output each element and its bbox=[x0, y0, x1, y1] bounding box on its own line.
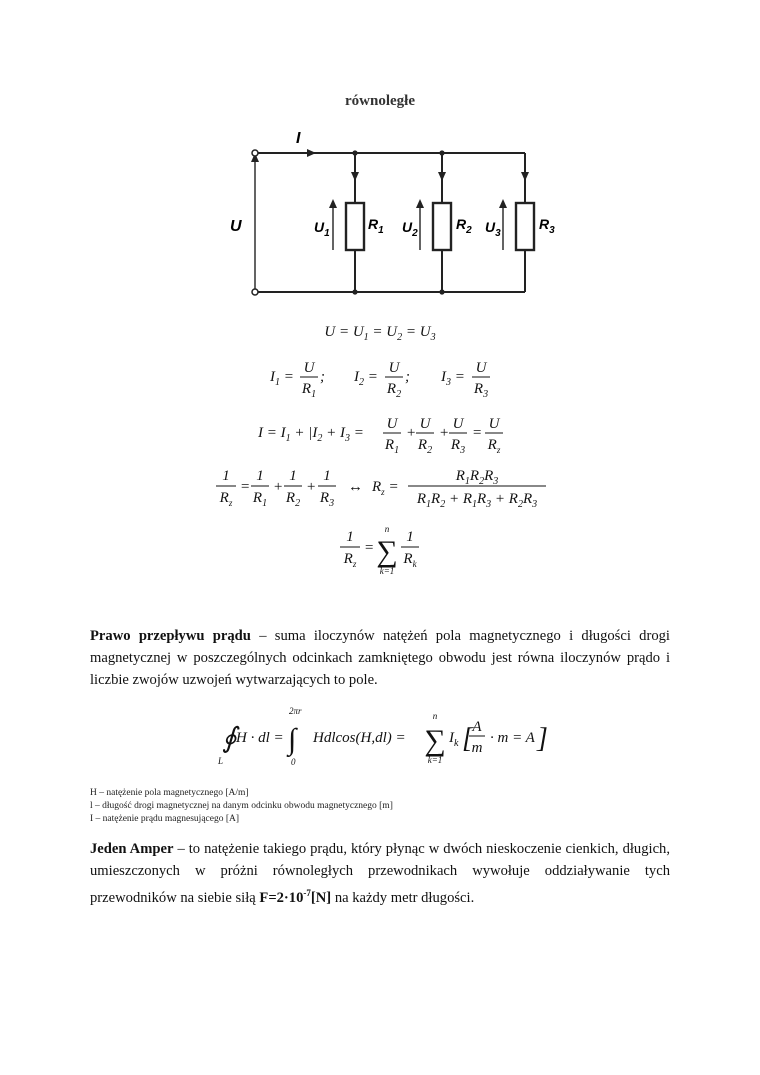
svg-text:R1R2R3: $R_1R_2R_3$ bbox=[455, 468, 499, 487]
svg-text:R1R2 + R1R3 + R2R3: $R_1R_2 + R_1R_3 + R_2R_3$ bbox=[416, 491, 538, 510]
svg-text:Ik: $I_k$ bbox=[449, 730, 459, 749]
svg-text:∑: ∑ bbox=[376, 535, 398, 568]
svg-text:]: ] bbox=[537, 723, 548, 754]
svg-text:m: m bbox=[471, 740, 483, 756]
svg-text:=: = bbox=[240, 479, 251, 495]
svg-text:· m = A: · m = A bbox=[490, 730, 535, 746]
svg-text:R2: $R_2$ bbox=[417, 437, 433, 456]
current-arrow-icon bbox=[307, 149, 316, 157]
ampere-text-end: na każdy metr długości. bbox=[331, 889, 475, 906]
svg-text:R1: $R_1$ bbox=[368, 216, 384, 236]
law-term: Prawo przepływu prądu bbox=[90, 628, 251, 644]
svg-text:1: 1 bbox=[289, 468, 297, 484]
parallel-circuit-diagram bbox=[0, 0, 760, 310]
svg-text:+: + bbox=[406, 425, 417, 441]
svg-text:1: 1 bbox=[256, 468, 264, 484]
svg-text:U1: $U_1$ bbox=[314, 219, 330, 239]
current-label: I bbox=[296, 130, 301, 147]
svg-text:R3: $R_3$ bbox=[450, 437, 466, 456]
ampere-text: – to natężenie takiego prądu, który płynąc w dwóch nieskoczenie cienkich, długich, umieszczonych w próżni równoległych przewodnikach wywołuje oddziaływanie tych przewodników na siebie siłą bbox=[90, 841, 670, 906]
diagram-title: równoległe bbox=[345, 93, 415, 109]
legend-item: H – natężenie pola magnetycznego [A/m] bbox=[90, 788, 249, 798]
svg-text:R3: $R_3$ bbox=[473, 381, 489, 400]
resistor-r3 bbox=[516, 203, 534, 250]
ampere-term: Jeden Amper bbox=[90, 841, 174, 857]
svg-text:I1 =: $I_1$ = bbox=[270, 369, 294, 388]
svg-text:Rz =: $R_z$ = bbox=[372, 479, 399, 497]
svg-text:=: = bbox=[472, 425, 483, 441]
svg-text:L: L bbox=[218, 756, 224, 766]
svg-text:Rz: $R_z$ bbox=[219, 490, 233, 508]
svg-text:U3: $U_3$ bbox=[485, 219, 501, 239]
equation-voltage-equal: $U = U_1 = U_2 = U_3$ bbox=[324, 324, 436, 343]
svg-text:n: n bbox=[432, 711, 438, 721]
svg-text:U2: $U_2$ bbox=[402, 219, 418, 239]
svg-text:0: 0 bbox=[291, 757, 296, 767]
svg-text:[: [ bbox=[462, 723, 473, 754]
svg-text:U: U bbox=[386, 416, 398, 432]
svg-text:U: U bbox=[303, 360, 315, 376]
svg-text:U: U bbox=[419, 416, 431, 432]
legend-item: I – natężenie prądu magnesującego [A] bbox=[90, 814, 240, 824]
svg-text:k=1: k=1 bbox=[427, 755, 443, 765]
terminal-top bbox=[252, 150, 258, 156]
svg-text:2πr: 2πr bbox=[289, 706, 302, 716]
symbol-legend bbox=[90, 787, 393, 826]
law-text: – suma iloczynów natężeń pola magnetycznego i długości drogi magnetycznej w poszczególnych odcinkach zamkniętego obwodu jest równa iloczynów prądo i liczbie zwojów uzwojeń wytwarzających to pole. bbox=[90, 628, 670, 688]
law-paragraph bbox=[90, 625, 670, 691]
svg-text:+: + bbox=[273, 479, 284, 495]
svg-text:A: A bbox=[472, 719, 482, 735]
svg-text:+: + bbox=[306, 479, 317, 495]
svg-text:=: = bbox=[364, 540, 375, 556]
equation-sum-resistance bbox=[340, 524, 419, 576]
svg-text:∑: ∑ bbox=[424, 724, 446, 757]
svg-text:1: 1 bbox=[222, 468, 230, 484]
svg-text:;: ; bbox=[405, 369, 410, 385]
svg-text:Rz: $R_z$ bbox=[343, 551, 357, 569]
resistor-r2 bbox=[433, 203, 451, 250]
force-value: $F=2\cdot 10^{-7}[N]$ bbox=[259, 888, 332, 906]
svg-text:k=1: k=1 bbox=[379, 566, 395, 576]
svg-text:I = I1 + |I2 + I3 =: $I = I_1 + |I_2 + I_3$ = bbox=[258, 425, 364, 444]
svg-text:R1: $R_1$ bbox=[252, 490, 268, 509]
svg-text:;: ; bbox=[320, 369, 325, 385]
svg-text:+: + bbox=[439, 425, 450, 441]
equation-total-current bbox=[257, 416, 503, 456]
svg-text:R2: $R_2$ bbox=[386, 381, 402, 400]
svg-text:1: 1 bbox=[346, 529, 354, 545]
ampere-paragraph bbox=[90, 838, 670, 909]
svg-text:∮: ∮ bbox=[222, 723, 237, 754]
equation-branch-currents bbox=[269, 360, 490, 400]
svg-text:R3: $R_3$ bbox=[319, 490, 335, 509]
resistor-r1 bbox=[346, 203, 364, 250]
svg-text:Hdlcos(H,dl) =: Hdlcos(H,dl) = bbox=[313, 730, 406, 746]
voltage-label: U bbox=[230, 218, 242, 235]
equation-equivalent-resistance bbox=[216, 468, 546, 510]
equation-circuital-law bbox=[217, 706, 548, 767]
svg-text:Rk: $R_k$ bbox=[403, 551, 417, 569]
svg-text:R2: $R_2$ bbox=[285, 490, 301, 509]
svg-text:I2 =: $I_2$ = bbox=[354, 369, 378, 388]
legend-item: l – długość drogi magnetycznej na danym odcinku obwodu magnetycznego [m] bbox=[90, 801, 393, 811]
svg-text:U: U bbox=[475, 360, 487, 376]
svg-text:Rz: $R_z$ bbox=[487, 437, 501, 455]
svg-text:R1: $R_1$ bbox=[384, 437, 400, 456]
svg-text:I3 =: $I_3$ = bbox=[441, 369, 465, 388]
svg-text:n: n bbox=[384, 524, 390, 534]
svg-text:U: U bbox=[388, 360, 400, 376]
svg-text:H · dl =: H · dl = bbox=[236, 730, 284, 746]
svg-text:R1: $R_1$ bbox=[301, 381, 317, 400]
svg-text:U: U bbox=[488, 416, 500, 432]
svg-text:∫: ∫ bbox=[288, 723, 297, 756]
svg-text:R2: $R_2$ bbox=[456, 216, 472, 236]
terminal-bottom bbox=[252, 289, 258, 295]
svg-text:1: 1 bbox=[406, 529, 414, 545]
svg-text:U: U bbox=[452, 416, 464, 432]
svg-text:↔: ↔ bbox=[348, 479, 363, 495]
svg-text:R3: $R_3$ bbox=[539, 216, 555, 236]
svg-text:1: 1 bbox=[323, 468, 331, 484]
